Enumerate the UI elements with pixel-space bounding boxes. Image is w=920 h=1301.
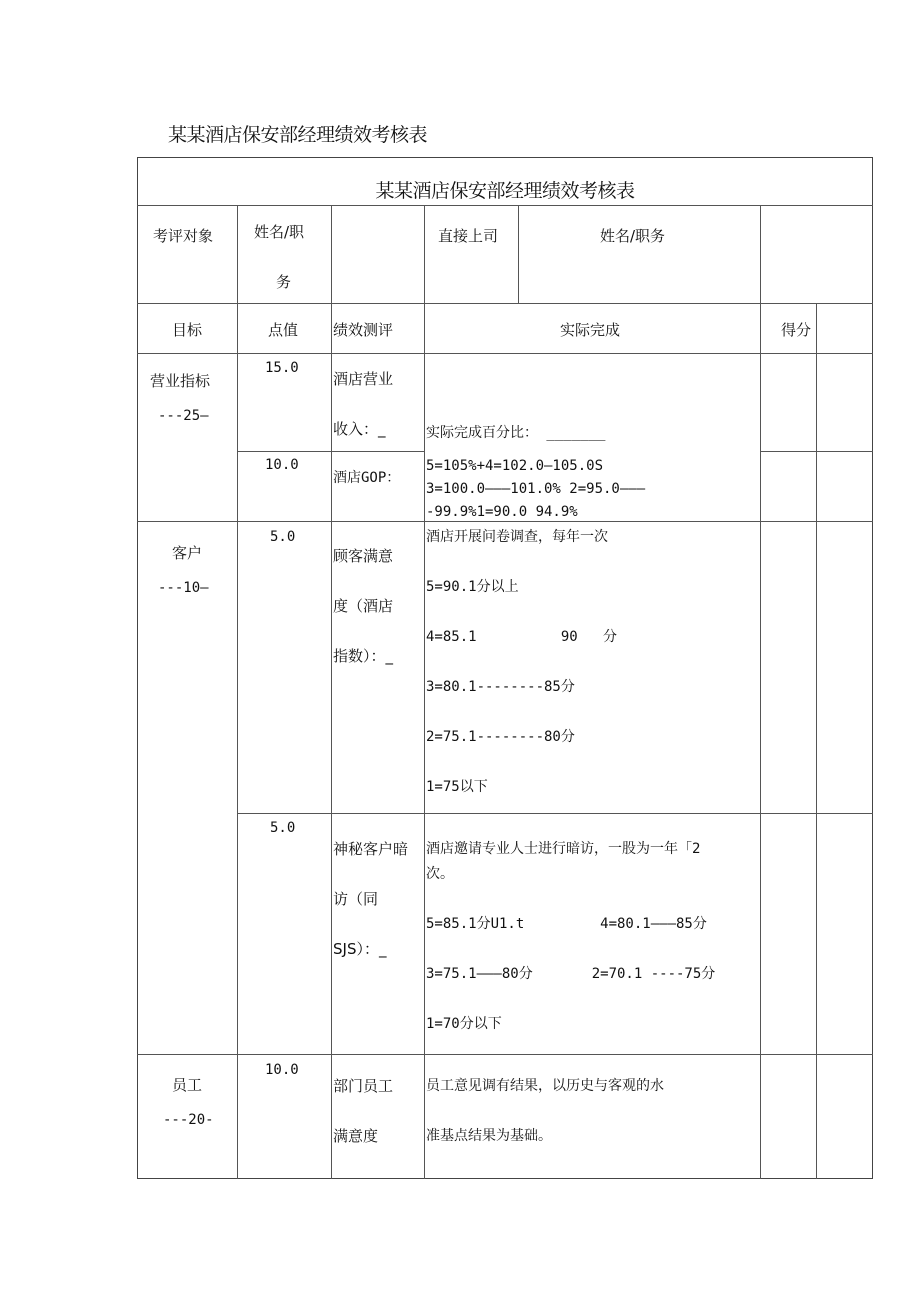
- rule: [518, 205, 519, 303]
- rule: [237, 205, 238, 1179]
- rule: [137, 353, 873, 354]
- satisfaction-eval: 顾客满意 度（酒店 指数）：_: [333, 547, 394, 665]
- business-criteria-line: 3=100.0———101.0% 2=95.0———: [426, 481, 646, 497]
- score-column-header: 得分: [781, 321, 812, 339]
- business-criteria-line: 5=105%+4=102.0—105.0S: [426, 458, 604, 474]
- satisfaction-points: 5.0: [270, 529, 296, 545]
- name-title-label: 姓名/职: [254, 223, 305, 241]
- business-goal-weight: ---25—: [158, 408, 209, 424]
- business-goal-name: 营业指标: [150, 372, 211, 390]
- revenue-eval: 酒店营业: [333, 370, 394, 388]
- name-title-label-cont: 务: [276, 273, 292, 291]
- employee-goal-weight: ---20-: [163, 1112, 214, 1128]
- gop-eval: 酒店GOP：: [333, 470, 401, 486]
- table-title: 某某酒店保安部经理绩效考核表: [375, 180, 635, 202]
- evaluee-label: 考评对象: [153, 227, 214, 245]
- satisfaction-criteria: 酒店开展问卷调查，每年一次 5=90.1分以上 4=85.1 90 分 3=80.1--------85分 2=75.1--------80分 1=75以下: [426, 529, 618, 795]
- rule: [424, 205, 425, 1179]
- rule: [137, 303, 873, 304]
- document-title: 某某酒店保安部经理绩效考核表: [168, 124, 428, 146]
- employee-satisfaction-eval: 部门员工 满意度: [333, 1077, 394, 1145]
- rule: [331, 205, 332, 1179]
- rule: [137, 1054, 873, 1055]
- goal-column-header: 目标: [172, 321, 203, 339]
- supervisor-name-title-label: 姓名/职务: [600, 227, 666, 245]
- revenue-eval-cont: 收入：_: [333, 420, 386, 438]
- points-column-header: 点值: [268, 321, 299, 339]
- mystery-guest-criteria: 酒店邀请专业人士进行暗访，一股为一年「2 次。 5=85.1分U1.t 4=80.1———85分 3=75.1———80分 2=70.1 ----75分 1=70分以下: [426, 841, 716, 1032]
- business-criteria-line: -99.9%1=90.0 94.9%: [426, 504, 578, 520]
- rule: [137, 205, 873, 206]
- customer-goal-name: 客户: [172, 544, 203, 562]
- actual-column-header: 实际完成: [560, 321, 621, 339]
- rule: [237, 813, 873, 814]
- actual-percentage-field: 实际完成百分比： _______: [426, 425, 606, 441]
- employee-satisfaction-points: 10.0: [265, 1062, 299, 1078]
- gop-points: 10.0: [265, 457, 299, 473]
- rule: [760, 205, 761, 1179]
- supervisor-label: 直接上司: [438, 227, 499, 245]
- customer-goal-weight: ---10—: [158, 580, 209, 596]
- revenue-points: 15.0: [265, 360, 299, 376]
- mystery-guest-points: 5.0: [270, 820, 296, 836]
- rule: [816, 303, 817, 1179]
- mystery-guest-eval: 神秘客户暗 访（同 SJS）：_: [333, 840, 409, 958]
- employee-satisfaction-criteria: 员工意见调有结果，以历史与客观的水 准基点结果为基础。: [426, 1078, 664, 1144]
- evaluation-column-header: 绩效测评: [333, 321, 394, 339]
- employee-goal-name: 员工: [172, 1076, 203, 1094]
